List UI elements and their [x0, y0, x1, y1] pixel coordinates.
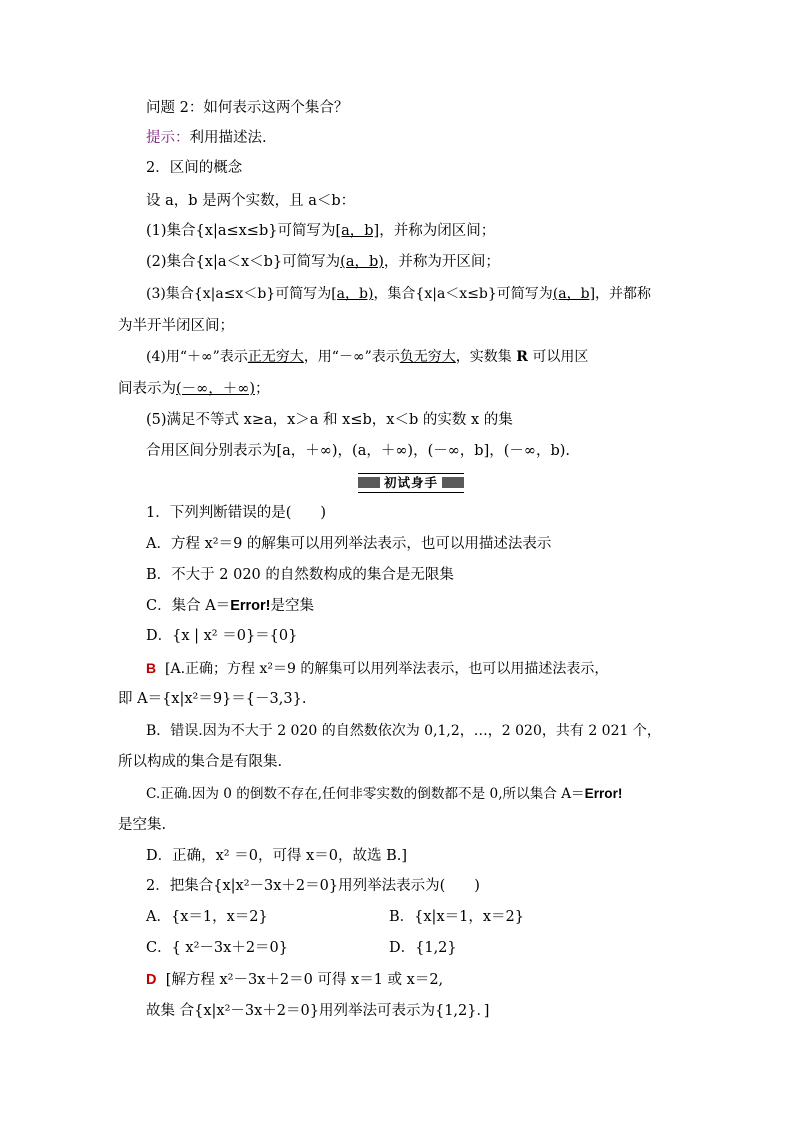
exercise-1-option-d: D．{x | x² ＝0}＝{0} [146, 628, 298, 644]
exercise-1-solution-5: C.正确.因为 0 的倒数不存在,任何非零实数的倒数都不是 0,所以集合 A＝Error! [146, 786, 623, 802]
item-3-cont: 为半开半闭区间； [118, 318, 234, 334]
exercise-1-question: 1．下列判断错误的是( ) [146, 505, 327, 521]
exercise-1-solution-3: B．错误.因为不大于 2 020 的自然数依次为 0,1,2，…，2 020，共有 2 021 个， [146, 723, 661, 739]
exercise-2-solution-1: D [解方程 x²－3x＋2＝0 可得 x＝1 或 x＝2, [146, 972, 444, 988]
exercise-1-option-b: B．不大于 2 020 的自然数构成的集合是无限集 [146, 567, 454, 583]
item-2: (2)集合{x|a＜x＜b}可简写为(a，b)，并称为开区间； [146, 254, 500, 270]
exercise-2-solution-2: 故集 合{x|x²－3x＋2＝0}用列举法可表示为{1,2}．] [146, 1003, 490, 1019]
exercise-2-option-a: A．{x＝1，x＝2} [146, 909, 268, 925]
hint-line [146, 128, 267, 148]
exercise-2-option-b: B．{x|x＝1，x＝2} [389, 909, 524, 925]
section-title: 2．区间的概念 [146, 160, 243, 176]
item-4: (4)用“＋∞”表示正无穷大，用“－∞”表示负无穷大，实数集 R 可以用区 [146, 349, 589, 365]
banner-right-bar [442, 477, 464, 488]
exercise-1-solution-7: D．正确，x² ＝0，可得 x＝0，故选 B.] [146, 848, 407, 864]
exercise-2-option-c: C．{ x²－3x＋2＝0} [146, 940, 288, 956]
exercise-2-question: 2．把集合{x|x²－3x＋2＝0}用列举法表示为( ) [146, 878, 480, 894]
exercise-1-option-c: C．集合 A＝Error!是空集 [146, 598, 314, 614]
exercise-2-answer: D [146, 972, 157, 988]
question-2: 问题 2：如何表示这两个集合？ [146, 100, 349, 116]
banner-label: 初试身手 [383, 475, 438, 490]
section-banner [358, 473, 464, 493]
exercise-1-solution-4: 所以构成的集合是有限集. [118, 754, 283, 770]
exercise-1-solution-6: 是空集. [118, 817, 167, 833]
exercise-2-option-d: D．{1,2} [389, 940, 457, 956]
item-4-cont: 间表示为(－∞，＋∞)； [118, 381, 270, 397]
exercise-1-solution-1: B [A.正确；方程 x²＝9 的解集可以用列举法表示，也可以用描述法表示， [146, 660, 609, 677]
item-3: (3)集合{x|a≤x＜b}可简写为[a，b)，集合{x|a＜x≤b}可简写为(a，b]，并都称 [146, 286, 652, 302]
banner-left-bar [358, 477, 380, 488]
item-1: (1)集合{x|a≤x≤b}可简写为[a，b]，并称为闭区间； [146, 223, 496, 239]
exercise-1-option-a: A．方程 x²＝9 的解集可以用列举法表示，也可以用描述法表示 [146, 536, 552, 552]
item-5: (5)满足不等式 x≥a，x＞a 和 x≤b，x＜b 的实数 x 的集 [146, 412, 513, 428]
item-5-cont: 合用区间分别表示为[a，＋∞)，(a，＋∞)，(－∞，b]，(－∞，b). [146, 443, 571, 459]
exercise-1-answer: B [146, 660, 157, 676]
hint-text: 利用描述法. [189, 130, 267, 146]
intro-text: 设 a，b 是两个实数，且 a＜b： [146, 193, 356, 209]
exercise-1-solution-2: 即 A＝{x|x²＝9}＝{－3,3}. [118, 691, 307, 707]
hint-label: 提示： [146, 130, 190, 146]
